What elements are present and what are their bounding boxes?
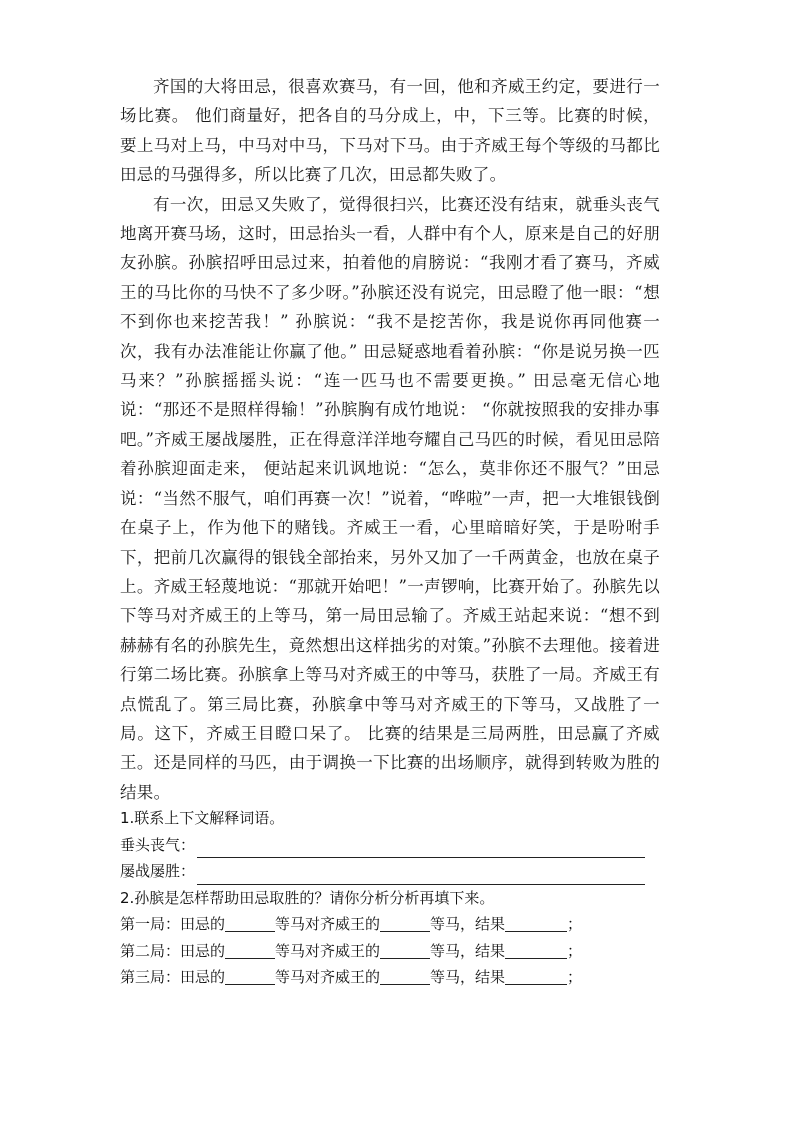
tianji-horse-blank[interactable]	[225, 942, 275, 959]
king-horse-blank[interactable]	[380, 942, 430, 959]
round-label: 第一局：田忌的	[120, 915, 226, 933]
vocab-term-2: 屡战屡胜：	[120, 862, 196, 880]
vocab-answer-blank-1[interactable]	[197, 841, 645, 858]
round-mid-text: 等马对齐威王的	[275, 915, 381, 933]
round-label: 第二局：田忌的	[120, 941, 226, 960]
king-horse-blank[interactable]	[380, 915, 430, 932]
round-end-punct: ；	[567, 968, 583, 986]
round-line-3	[120, 964, 680, 991]
round-mid-text: 等马对齐威王的	[275, 968, 381, 986]
vocab-term-1: 垂头丧气：	[120, 835, 196, 854]
round-tail-text: 等马，结果	[430, 968, 506, 986]
question-1-title: 1.联系上下文解释词语。	[120, 809, 285, 827]
round-end-punct: ；	[567, 915, 583, 933]
round-line-2	[120, 938, 680, 965]
king-horse-blank[interactable]	[380, 968, 430, 985]
story-paragraph-1: 齐国的大将田忌，很喜欢赛马，有一回，他和齐威王约定，要进行一场比赛。 他们商量好，把各自的马分成上，中，下三等。比赛的时候，要上马对上马，中马对中马，下马对下马。由于齐威王每个等级的马都比田忌的马强得多，所以比赛了几次，田忌都失败了。	[120, 77, 660, 185]
round-tail-text: 等马，结果	[430, 941, 506, 960]
result-blank[interactable]	[505, 915, 567, 932]
round-end-punct: ；	[567, 941, 583, 960]
round-line-1	[120, 911, 680, 938]
round-mid-text: 等马对齐威王的	[275, 941, 381, 960]
result-blank[interactable]	[505, 942, 567, 959]
tianji-horse-blank[interactable]	[225, 915, 275, 932]
vocab-item-2	[120, 858, 680, 885]
story-text	[120, 72, 660, 807]
question-section	[120, 805, 680, 991]
round-tail-text: 等马，结果	[430, 915, 506, 933]
tianji-horse-blank[interactable]	[225, 968, 275, 985]
round-label: 第三局：田忌的	[120, 968, 226, 986]
vocab-answer-blank-2[interactable]	[197, 868, 645, 885]
result-blank[interactable]	[505, 968, 567, 985]
vocab-item-1	[120, 832, 680, 859]
question-2-title: 2.孙膑是怎样帮助田忌取胜的？请你分析分析再填下来。	[120, 888, 495, 907]
story-paragraph-2: 有一次，田忌又失败了，觉得很扫兴，比赛还没有结束，就垂头丧气地离开赛马场，这时，田忌抬头一看，人群中有个人，原来是自己的好朋友孙膑。孙膑招呼田忌过来，拍着他的肩膀说：“我刚才看了赛马，齐威王的马比你的马快不了多少呀。”孙膑还没有说完，田忌瞪了他一眼：“想不到你也来挖苦我！” 孙膑说：“我不是挖苦你，我是说你再同他赛一次，我有办法准能让你赢了他。” 田忌疑惑地看着孙膑：“你是说另换一匹马来？”孙膑摇摇头说：“连一匹马也不需要更换。” 田忌毫无信心地说：“那还不是照样得输！”孙膑胸有成竹地说： “你就按照我的安排办事吧。”齐威王屡战屡胜，正在得意洋洋地夸耀自己马匹的时候，看见田忌陪着孙膑迎面走来， 便站起来讥讽地说：“怎么，莫非你还不服气？”田忌说：“当然不服气，咱们再赛一次！”说着，“哗啦”一声，把一大堆银钱倒在桌子上，作为他下的赌钱。齐威王一看，心里暗暗好笑，于是吩咐手下，把前几次赢得的银钱全部抬来，另外又加了一千两黄金，也放在桌子上。齐威王轻蔑地说：“那就开始吧！”一声锣响，比赛开始了。孙膑先以下等马对齐威王的上等马，第一局田忌输了。齐威王站起来说：“想不到赫赫有名的孙膑先生，竟然想出这样拙劣的对策。”孙膑不去理他。接着进行第二场比赛。孙膑拿上等马对齐威王的中等马，获胜了一局。齐威王有点慌乱了。第三局比赛，孙膑拿中等马对齐威王的下等马，又战胜了一局。这下，齐威王目瞪口呆了。 比赛的结果是三局两胜，田忌赢了齐威王。还是同样的马匹，由于调换一下比赛的出场顺序，就得到转败为胜的结果。	[120, 194, 660, 802]
